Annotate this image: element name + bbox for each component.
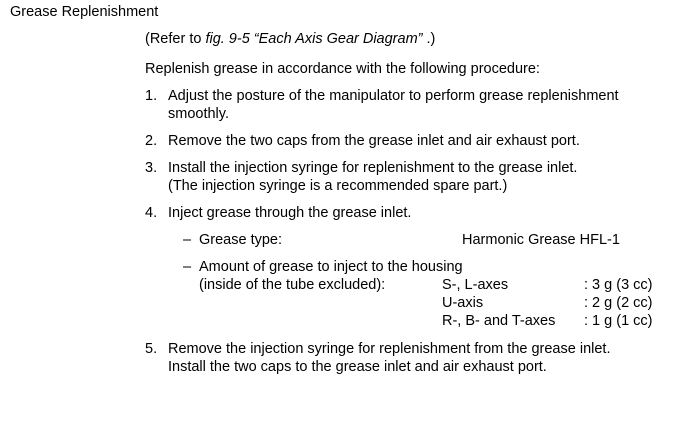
axis-quantity: : 3 g (3 cc) [584,277,653,293]
dash-bullet: – [183,232,192,248]
step-number: 3. [145,160,158,176]
refer-open: (Refer to [145,31,206,47]
figure-reference [145,31,435,47]
step-number: 5. [145,341,158,357]
axis-name: U-axis [442,295,484,311]
amount-row [199,276,665,294]
grease-type-label: Grease type: [199,232,283,248]
grease-type-value: Harmonic Grease HFL-1 [462,232,620,248]
procedure-steps [145,87,665,376]
step-line: Remove the injection syringe for replenishment from the grease inlet. [168,341,611,357]
amount-label: Amount of grease to inject to the housing [199,259,463,275]
intro-text: Replenish grease in accordance with the following procedure: [145,61,540,77]
grease-amount-item [183,258,665,330]
amount-note: (inside of the tube excluded): [199,277,386,293]
amount-row [199,294,665,312]
step-line: Inject grease through the grease inlet. [168,205,412,221]
grease-type-item [183,231,665,249]
step-line: smoothly. [168,106,229,122]
step-number: 4. [145,205,158,221]
amount-row [199,312,665,330]
refer-close: .) [422,31,436,47]
step-4 [145,204,665,222]
step-line: Install the injection syringe for replenishment to the grease inlet. [168,160,578,176]
step-line: Adjust the posture of the manipulator to perform grease replenishment [168,88,619,104]
step-number: 1. [145,88,158,104]
axis-name: S-, L-axes [442,277,509,293]
figure-link[interactable]: fig. 9-5 [205,31,250,47]
step-line: Remove the two caps from the grease inlet and air exhaust port. [168,133,580,149]
figure-title: “Each Axis Gear Diagram” [249,31,423,47]
dash-bullet: – [183,259,192,275]
step-3 [145,159,665,195]
step-2 [145,132,665,150]
axis-quantity: : 1 g (1 cc) [584,313,653,329]
step-number: 2. [145,133,158,149]
axis-quantity: : 2 g (2 cc) [584,295,653,311]
axis-name: R-, B- and T-axes [442,313,556,329]
section-heading: Grease Replenishment [10,4,159,20]
step-1 [145,87,665,123]
step-line: (The injection syringe is a recommended spare part.) [168,178,508,194]
step-5 [145,340,665,376]
step-line: Install the two caps to the grease inlet and air exhaust port. [168,359,547,375]
